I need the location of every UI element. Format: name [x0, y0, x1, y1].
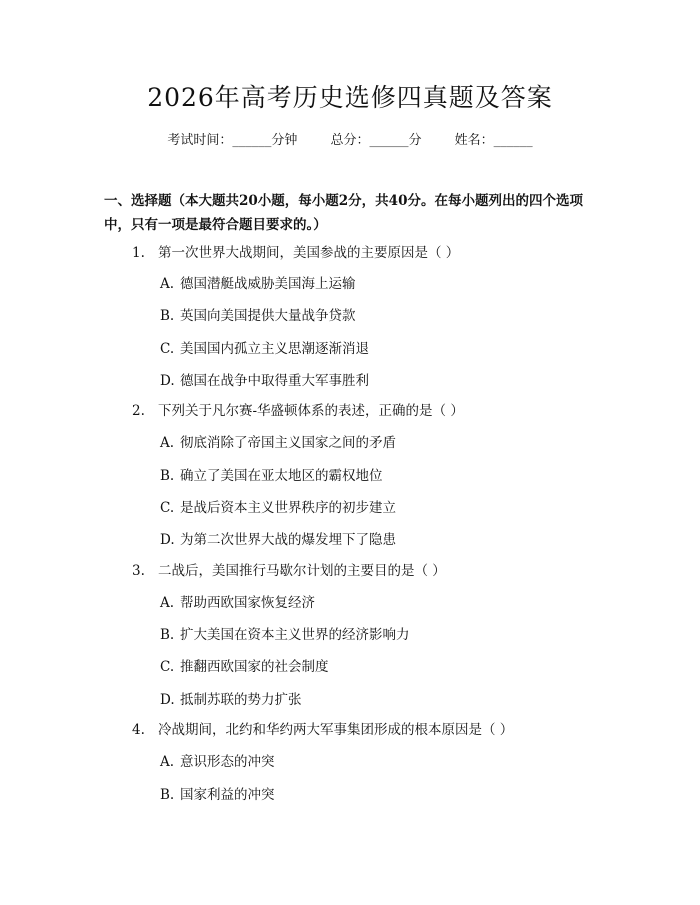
option-text: 德国潜艇战威胁美国海上运输 — [180, 276, 356, 292]
option-4a — [160, 752, 600, 772]
option-text: 美国国内孤立主义思潮逐渐消退 — [180, 341, 369, 357]
page-title: 2026年高考历史选修四真题及答案 — [147, 83, 553, 112]
option-letter: C. — [160, 659, 175, 675]
option-letter: A. — [160, 754, 175, 770]
question-text: 冷战期间，北约和华约两大军事集团形成的根本原因是（ ） — [158, 722, 514, 738]
student-name-field: 姓名：______ — [454, 133, 533, 148]
option-3d — [160, 690, 600, 710]
option-text: 德国在战争中取得重大军事胜利 — [180, 373, 369, 389]
option-text: 彻底消除了帝国主义国家之间的矛盾 — [180, 435, 396, 451]
option-text: 抵制苏联的势力扩张 — [180, 692, 302, 708]
option-4b — [160, 785, 600, 805]
question-text: 第一次世界大战期间，美国参战的主要原因是（ ） — [158, 245, 460, 261]
option-letter: A. — [160, 435, 175, 451]
question-number: 1. — [132, 245, 145, 261]
option-1b — [160, 306, 600, 326]
option-letter: B. — [160, 787, 175, 803]
option-text: 是战后资本主义世界秩序的初步建立 — [180, 500, 396, 516]
question-3 — [132, 561, 602, 581]
option-text: 意识形态的冲突 — [180, 754, 275, 770]
question-text: 下列关于凡尔赛-华盛顿体系的表述，正确的是（ ） — [158, 403, 464, 419]
option-letter: D. — [160, 373, 175, 389]
option-3c — [160, 657, 600, 677]
question-text: 二战后，美国推行马歇尔计划的主要目的是（ ） — [158, 563, 446, 579]
option-text: 为第二次世界大战的爆发埋下了隐患 — [180, 532, 396, 548]
option-letter: C. — [160, 341, 175, 357]
option-letter: B. — [160, 468, 175, 484]
option-letter: B. — [160, 627, 175, 643]
option-text: 国家利益的冲突 — [180, 787, 275, 803]
option-1d — [160, 371, 600, 391]
option-letter: B. — [160, 308, 175, 324]
question-2 — [132, 401, 602, 421]
option-2b — [160, 466, 600, 486]
option-letter: D. — [160, 532, 175, 548]
question-number: 2. — [132, 403, 145, 419]
option-letter: C. — [160, 500, 175, 516]
question-4 — [132, 720, 602, 740]
exam-time-field: 考试时间：______分钟 — [167, 133, 298, 148]
option-text: 推翻西欧国家的社会制度 — [180, 659, 329, 675]
option-text: 英国向美国提供大量战争贷款 — [180, 308, 356, 324]
option-1c — [160, 339, 600, 359]
question-number: 4. — [132, 722, 145, 738]
question-number: 3. — [132, 563, 145, 579]
option-2d — [160, 530, 600, 550]
total-score-field: 总分：______分 — [330, 133, 422, 148]
option-3a — [160, 593, 600, 613]
option-text: 扩大美国在资本主义世界的经济影响力 — [180, 627, 410, 643]
option-text: 确立了美国在亚太地区的霸权地位 — [180, 468, 383, 484]
option-1a — [160, 274, 600, 294]
option-3b — [160, 625, 600, 645]
option-letter: A. — [160, 595, 175, 611]
option-letter: D. — [160, 692, 175, 708]
section-heading: 一、选择题（本大题共20小题，每小题2分，共40分。在每小题列出的四个选项中，只有一项是最符合题目要求的。） — [104, 193, 583, 233]
exam-info-line — [0, 131, 700, 151]
option-2c — [160, 498, 600, 518]
question-1 — [132, 243, 602, 263]
option-letter: A. — [160, 276, 175, 292]
option-2a — [160, 433, 600, 453]
option-text: 帮助西欧国家恢复经济 — [180, 595, 315, 611]
